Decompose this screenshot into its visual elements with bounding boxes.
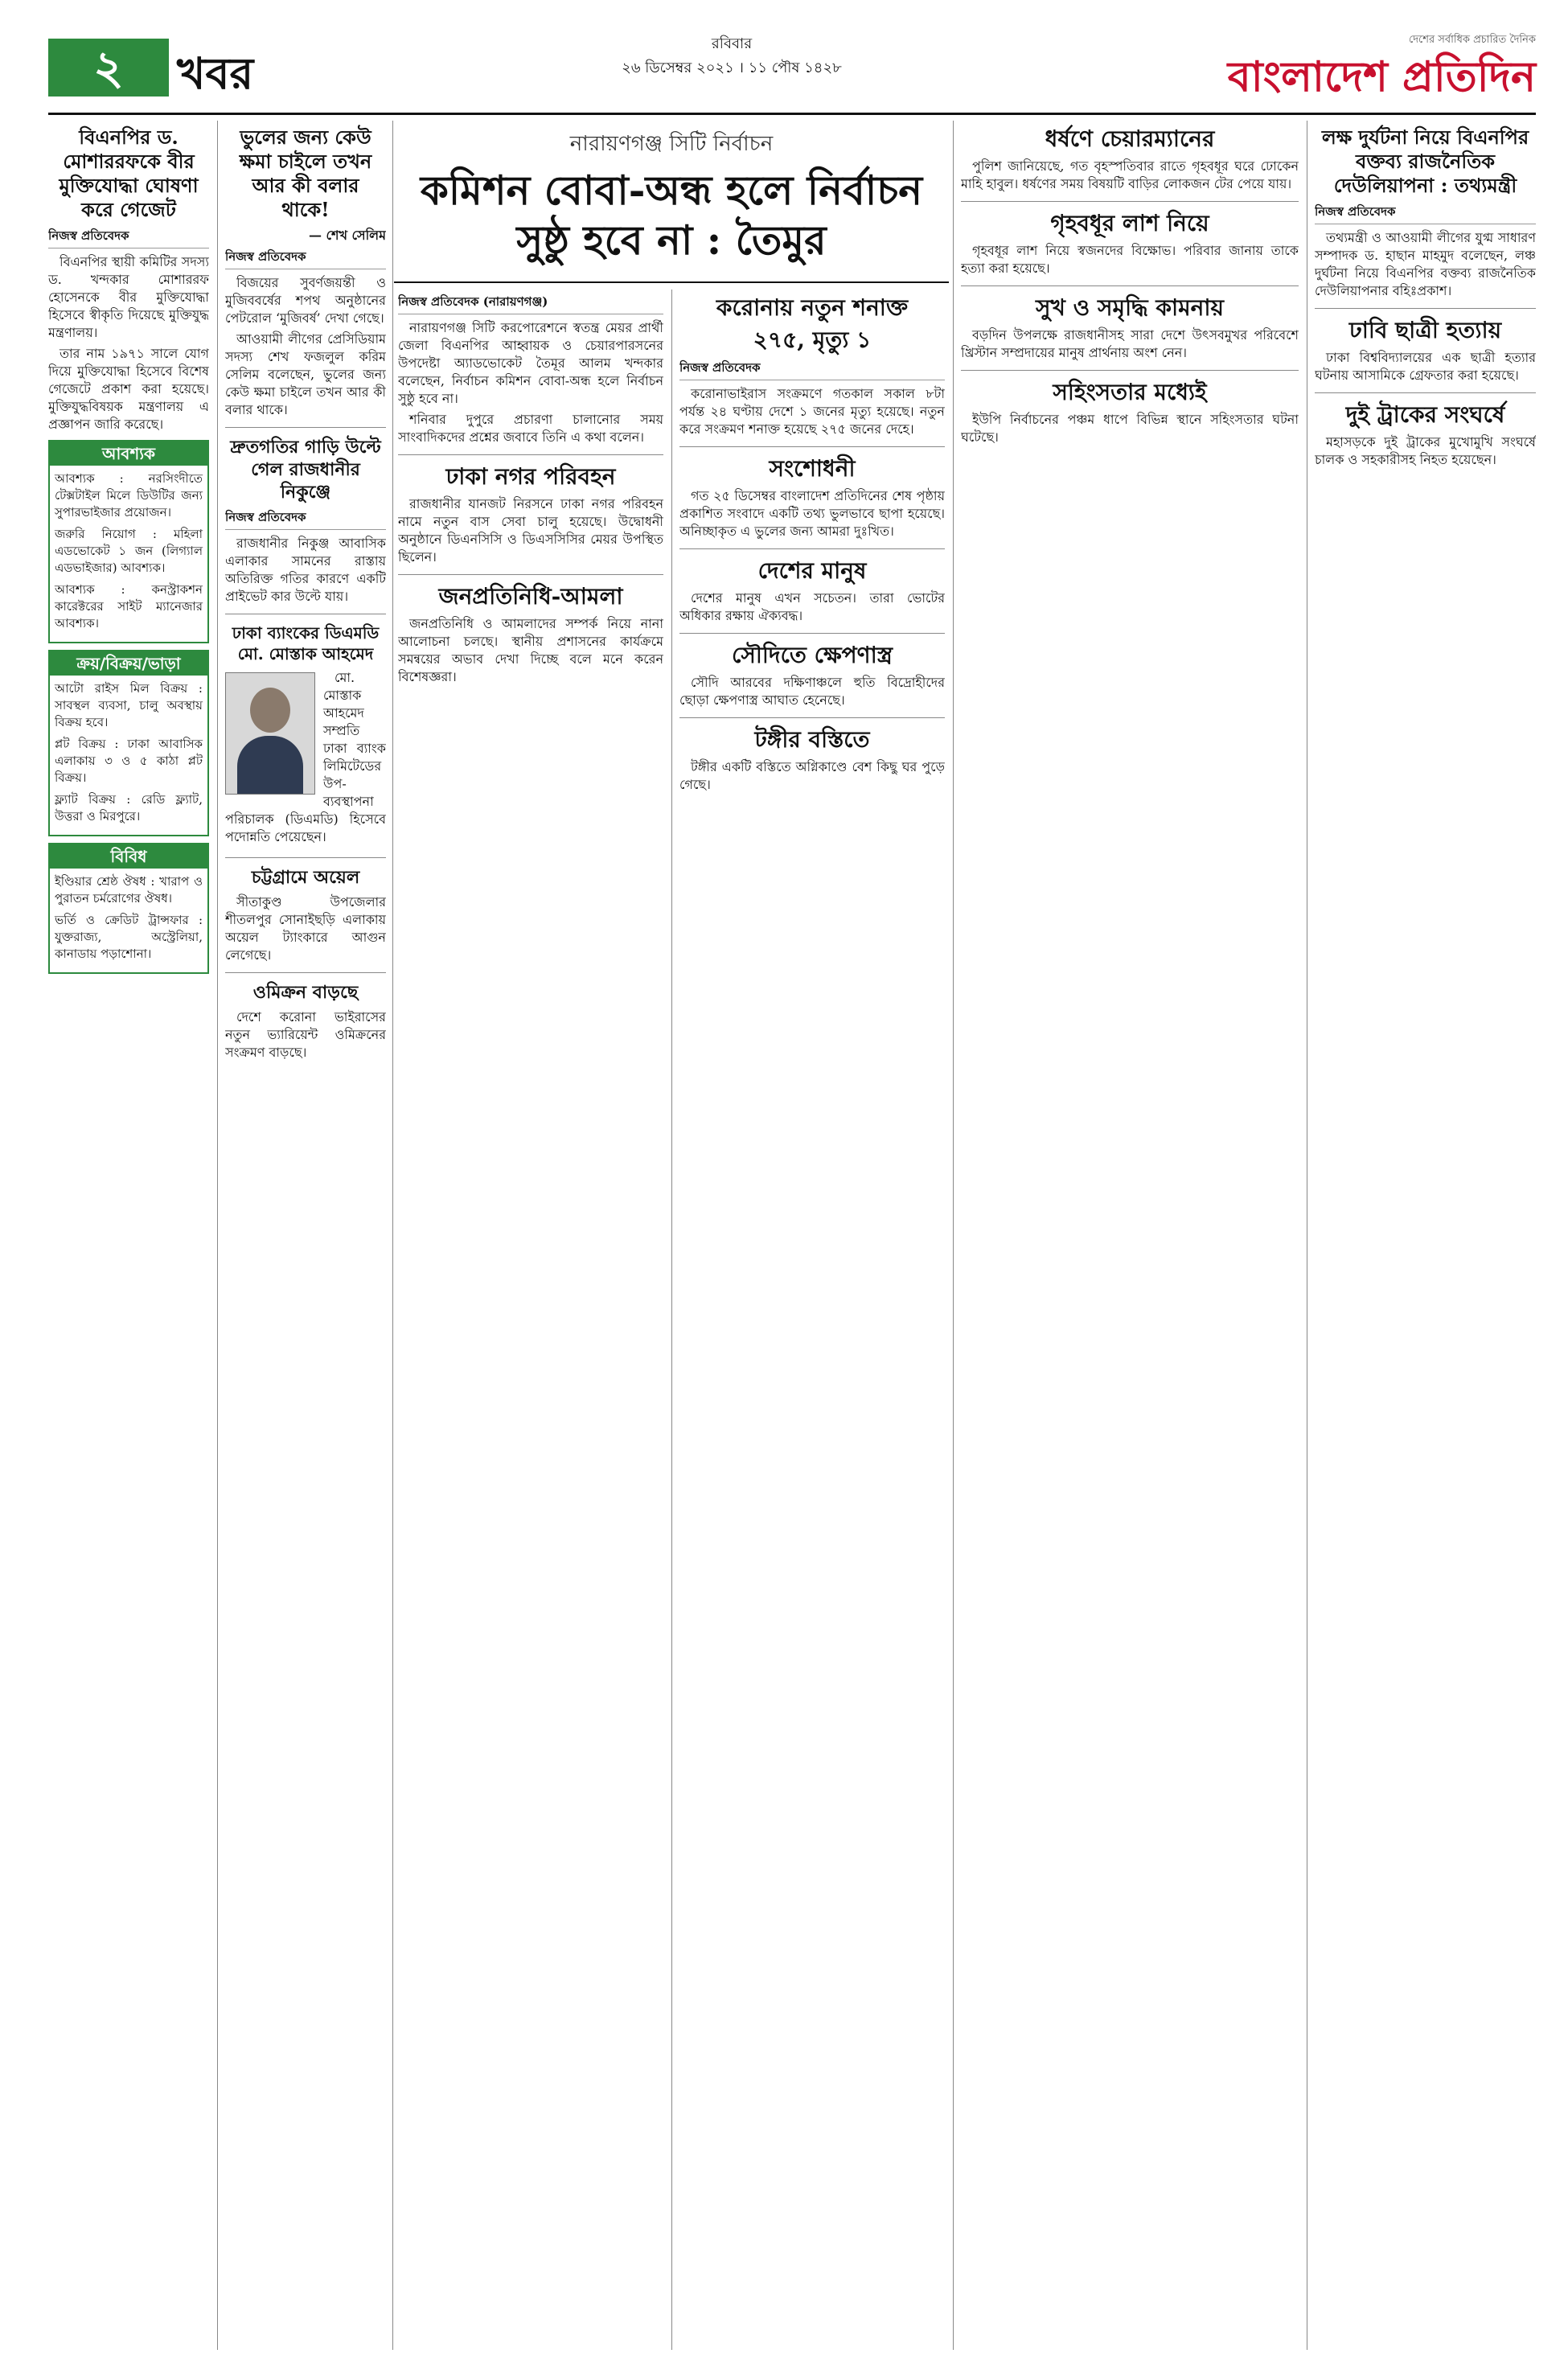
classified-item: ইণ্ডিয়ার শ্রেষ্ঠ ঔষধ : খারাপ ও পুরাতন চর্মরোগের ঔষধ। — [55, 874, 203, 906]
lead-headline-line1: কমিশন বোবা-অন্ধ হলে নির্বাচন — [420, 166, 923, 214]
classified-item: আবশ্যক : কনস্ট্রাকশন কারেক্টরের সাইট ম্যানেজার আবশ্যক। — [55, 582, 203, 630]
article-paragraph: গৃহবধূর লাশ নিয়ে স্বজনদের বিক্ষোভ। পরিবার জানায় তাকে হত্যা করা হয়েছে। — [961, 243, 1299, 276]
divider — [679, 548, 945, 549]
article-headline: দ্রুতগতির গাড়ি উল্টে গেল রাজধানীর নিকুঞ্জে — [230, 437, 381, 503]
date: ২৬ ডিসেম্বর ২০২১ । ১১ পৌষ ১৪২৮ — [622, 60, 842, 76]
article-headline: ওমিক্রন বাড়ছে — [252, 982, 359, 1003]
article-paragraph: বড়দিন উপলক্ষে রাজধানীসহ সারা দেশে উৎসবমুখর পরিবেশে খ্রিস্টান সম্প্রদায়ের মানুষ প্রার্থনায় অংশ নেন। — [961, 327, 1299, 360]
classified-item: আটো রাইস মিল বিক্রয় : সাবস্থল ব্যবসা, চালু অবস্থায় বিক্রয় হবে। — [55, 681, 203, 729]
brand-logo — [1190, 32, 1536, 106]
byline: নিজস্ব প্রতিবেদক — [225, 508, 386, 530]
article-headline: ভুলের জন্য কেউ ক্ষমা চাইলে তখন আর কী বলার থাকে! — [239, 125, 372, 221]
article-paragraph: বিজয়ের সুবর্ণজয়ন্তী ও মুজিববর্ষের শপথ অনুষ্ঠানের পেটরোল ‘মুজিবর্ষ’ দেখা গেছে। — [225, 275, 386, 326]
byline: নিজস্ব প্রতিবেদক — [48, 227, 209, 248]
classified-heading: বিবিধ — [50, 844, 207, 869]
article-headline: করোনায় নতুন শনাক্ত — [716, 294, 909, 321]
classified-item: ফ্ল্যাট বিক্রয় : রেডি ফ্ল্যাট, উত্তরা ও মিরপুরে। — [55, 792, 203, 824]
column-6 — [1315, 121, 1536, 2350]
classified-heading: ক্রয়/বিক্রয়/ভাড়া — [50, 651, 207, 676]
brand-tagline: দেশের সর্বাধিক প্রচারিত দৈনিক — [1408, 34, 1536, 46]
article-paragraph: পুলিশ জানিয়েছে, গত বৃহস্পতিবার রাতে গৃহবধূর ঘরে ঢোকেন মাহি হাবুল। ধর্ষণের সময় বিষয়টি বাড়ির লোকজন টের পেয়ে যায়। — [961, 158, 1299, 191]
article-paragraph: রাজধানীর নিকুঞ্জ আবাসিক এলাকার সামনের রাস্তায় অতিরিক্ত গতির কারণে একটি প্রাইভেট কার উল্টে যায়। — [225, 536, 386, 604]
brand-name: বাংলাদেশ প্রতিদিন — [1227, 52, 1536, 101]
divider — [398, 454, 663, 455]
divider — [225, 427, 386, 428]
portrait-photo — [225, 672, 315, 795]
column-5 — [961, 121, 1299, 2350]
column-1 — [48, 121, 209, 2350]
article-paragraph: জনপ্রতিনিধি ও আমলাদের সম্পর্ক নিয়ে নানা আলোচনা চলছে। স্থানীয় প্রশাসনের কার্যক্রমে সমন্বয়ের অভাব দেখা দিচ্ছে বলে মনে করেন বিশেষজ্ঞরা। — [398, 616, 663, 684]
column-2 — [225, 121, 386, 2350]
divider — [225, 857, 386, 858]
divider — [225, 972, 386, 973]
article-paragraph: রাজধানীর যানজট নিরসনে ঢাকা নগর পরিবহন নামে নতুন বাস সেবা চালু হয়েছে। উদ্বোধনী অনুষ্ঠানে ডিএনসিসি ও ডিএসসিসির মেয়র উপস্থিত ছিলেন। — [398, 496, 663, 565]
article-paragraph: নারায়ণগঞ্জ সিটি করপোরেশনে স্বতন্ত্র মেয়র প্রার্থী জেলা বিএনপির আহ্বায়ক ও চেয়ারপারসনের উপদেষ্টা অ্যাডভোকেট তৈমূর আলম খন্দকার বলেছেন, নির্বাচন কমিশন বোবা-অন্ধ হলে নির্বাচন সুষ্ঠু হবে না। — [398, 320, 663, 406]
article-headline: ধর্ষণে চেয়ারম্যানের — [1045, 125, 1215, 152]
article-headline: সংশোধনী — [769, 455, 856, 482]
classified-sale — [48, 650, 209, 836]
byline: নিজস্ব প্রতিবেদক — [225, 248, 386, 269]
article-paragraph: দেশে করোনা ভাইরাসের নতুন ভ্যারিয়েন্ট ওমিক্রনের সংক্রমণ বাড়ছে। — [225, 1009, 386, 1060]
article-paragraph: তথ্যমন্ত্রী ও আওয়ামী লীগের যুগ্ম সাধারণ সম্পাদক ড. হাছান মাহমুদ বলেছেন, লঞ্চ দুর্ঘটনা নিয়ে বিএনপির বক্তব্য রাজনৈতিক দেউলিয়াপনার বহিঃপ্রকাশ। — [1315, 230, 1536, 298]
article-paragraph: মহাসড়কে দুই ট্রাকের মুখোমুখি সংঘর্ষে চালক ও সহকারীসহ নিহত হয়েছেন। — [1315, 434, 1536, 467]
article-headline: জনপ্রতিনিধি-আমলা — [438, 583, 623, 610]
article-headline: সৌদিতে ক্ষেপণাস্ত্র — [732, 642, 893, 668]
article-headline: বিএনপির ড. মোশাররফকে বীর মুক্তিযোদ্ধা ঘোষণা করে গেজেট — [59, 125, 199, 221]
classified-heading: আবশ্যক — [50, 442, 207, 466]
article-paragraph: আওয়ামী লীগের প্রেসিডিয়াম সদস্য শেখ ফজলুল করিম সেলিম বলেছেন, ভুলের জন্য কেউ ক্ষমা চাইলে তখন আর কী বলার থাকে। — [225, 331, 386, 417]
article-headline: দেশের মানুষ — [757, 557, 867, 584]
article-paragraph: টঙ্গীর একটি বস্তিতে অগ্নিকাণ্ডে বেশ কিছু ঘর পুড়ে গেছে। — [679, 759, 945, 792]
masthead — [48, 32, 1536, 106]
portrait-head — [250, 688, 290, 733]
divider — [961, 201, 1299, 202]
column-4 — [679, 121, 945, 2350]
article-paragraph: ঢাকা বিশ্ববিদ্যালয়ের এক ছাত্রী হত্যার ঘটনায় আসামিকে গ্রেফতার করা হয়েছে। — [1315, 350, 1536, 383]
column-divider — [217, 121, 218, 2350]
portrait-body — [237, 736, 303, 794]
divider — [961, 285, 1299, 286]
article-headline: চট্টগ্রামে অয়েল — [251, 867, 360, 888]
article-paragraph: মো. মোস্তাক আহমেদ সম্প্রতি ঢাকা ব্যাংক লিমিটেডের উপ-ব্যবস্থাপনা পরিচালক (ডিএমডি) হিসেবে পদোন্নতি পেয়েছেন। — [225, 670, 386, 844]
classified-jobs — [48, 440, 209, 643]
column-divider — [953, 121, 954, 2350]
day: রবিবার — [711, 35, 753, 52]
divider — [1315, 392, 1536, 393]
byline: নিজস্ব প্রতিবেদক — [1315, 203, 1536, 224]
divider — [961, 370, 1299, 371]
article-headline: দুই ট্রাকের সংঘর্ষে — [1345, 401, 1505, 428]
article-paragraph: তার নাম ১৯৭১ সালে যোগ দিয়ে মুক্তিযোদ্ধা হিসেবে বিশেষ গেজেটে প্রকাশ করা হয়েছে। মুক্তিযুদ্ধবিষয়ক মন্ত্রণালয় এ প্রজ্ঞাপন জারি করেছে। — [48, 346, 209, 432]
classified-misc — [48, 843, 209, 974]
article-headline: ঢাবি ছাত্রী হত্যায় — [1348, 317, 1502, 343]
page-number: ২ — [48, 39, 169, 97]
lead-kicker: নারায়ণগঞ্জ সিটি নির্বাচন — [569, 132, 774, 156]
date-line — [531, 32, 933, 80]
article-paragraph: দেশের মানুষ এখন সচেতন। তারা ভোটের অধিকার রক্ষায় ঐক্যবদ্ধ। — [679, 590, 945, 623]
classified-item: ভর্তি ও ক্রেডিট ট্রান্সফার : যুক্তরাজ্য, অস্ট্রেলিয়া, কানাডায় পড়াশোনা। — [55, 913, 203, 961]
article-paragraph: সীতাকুণ্ড উপজেলার শীতলপুর সোনাইছড়ি এলাকায় অয়েল ট্যাংকারে আগুন লেগেছে। — [225, 894, 386, 963]
article-headline: সহিংসতার মধ্যেই — [1053, 379, 1207, 405]
divider — [679, 633, 945, 634]
article-paragraph: সৌদি আরবের দক্ষিণাঞ্চলে হুতি বিদ্রোহীদের ছোড়া ক্ষেপণাস্ত্র আঘাত হেনেছে। — [679, 675, 945, 708]
article-headline: টঙ্গীর বস্তিতে — [754, 726, 870, 753]
column-3 — [398, 290, 663, 2350]
article-paragraph: শনিবার দুপুরে প্রচারণা চালানোর সময় সাংবাদিকদের প্রশ্নের জবাবে তিনি এ কথা বলেন। — [398, 412, 663, 445]
article-headline: ঢাকা ব্যাংকের ডিএমডি মো. মোস্তাক আহমেদ — [232, 623, 380, 663]
article-paragraph: বিএনপির স্থায়ী কমিটির সদস্য ড. খন্দকার মোশাররফ হোসেনকে বীর মুক্তিযোদ্ধা হিসেবে স্বীকৃতি দিয়েছে মুক্তিযুদ্ধ মন্ত্রণালয়। — [48, 254, 209, 340]
divider — [679, 717, 945, 718]
article-headline: লক্ষ দুর্যটনা নিয়ে বিএনপির বক্তব্য রাজনৈতিক দেউলিয়াপনা : তথ্যমন্ত্রী — [1321, 125, 1529, 197]
byline: নিজস্ব প্রতিবেদক — [679, 359, 945, 380]
column-divider — [671, 290, 672, 2350]
byline: নিজস্ব প্রতিবেদক (নারায়ণগঞ্জ) — [398, 293, 663, 314]
masthead-rule — [48, 113, 1536, 115]
classified-item: জরুরি নিয়োগ : মহিলা এডভোকেট ১ জন (লিগ্যাল এডভাইজার) আবশ্যক। — [55, 527, 203, 575]
lead-spacer — [679, 121, 945, 290]
article-headline: সুখ ও সমৃদ্ধি কামনায় — [1036, 294, 1224, 321]
article-headline: ঢাকা নগর পরিবহন — [445, 463, 616, 490]
article-headline-line2: ২৭৫, মৃত্যু ১ — [753, 327, 872, 353]
divider — [679, 446, 945, 447]
section-title: খবর — [177, 47, 254, 99]
article-headline: গৃহবধূর লাশ নিয়ে — [1050, 210, 1209, 236]
divider — [398, 574, 663, 575]
classified-item: প্লট বিক্রয় : ঢাকা আবাসিক এলাকায় ৩ ও ৫ কাঠা প্লট বিক্রয়। — [55, 737, 203, 785]
article-paragraph: করোনাভাইরাস সংক্রমণে গতকাল সকাল ৮টা পর্যন্ত ২৪ ঘণ্টায় দেশে ১ জনের মৃত্যু হয়েছে। নতুন করে সংক্রমণ শনাক্ত হয়েছে ২৭৫ জনের দেহে। — [679, 386, 945, 437]
article-paragraph: ইউপি নির্বাচনের পঞ্চম ধাপে বিভিন্ন স্থানে সহিংসতার ঘটনা ঘটেছে। — [961, 412, 1299, 445]
divider — [1315, 308, 1536, 309]
lead-headline-line2: সুষ্ঠু হবে না : তৈমুর — [516, 216, 827, 264]
classified-item: আবশ্যক : নরসিংদীতে টেক্সটাইল মিলে ডিউটির জন্য সুপারভাইজার প্রয়োজন। — [55, 471, 203, 520]
article-paragraph: গত ২৫ ডিসেম্বর বাংলাদেশ প্রতিদিনের শেষ পৃষ্ঠায় প্রকাশিত সংবাদে একটি তথ্য ভুলভাবে ছাপা হয়েছে। অনিচ্ছাকৃত এ ভুলের জন্য আমরা দুঃখিত। — [679, 488, 945, 539]
column-divider — [392, 121, 393, 2350]
quote-author: — শেখ সেলিম — [308, 228, 386, 243]
